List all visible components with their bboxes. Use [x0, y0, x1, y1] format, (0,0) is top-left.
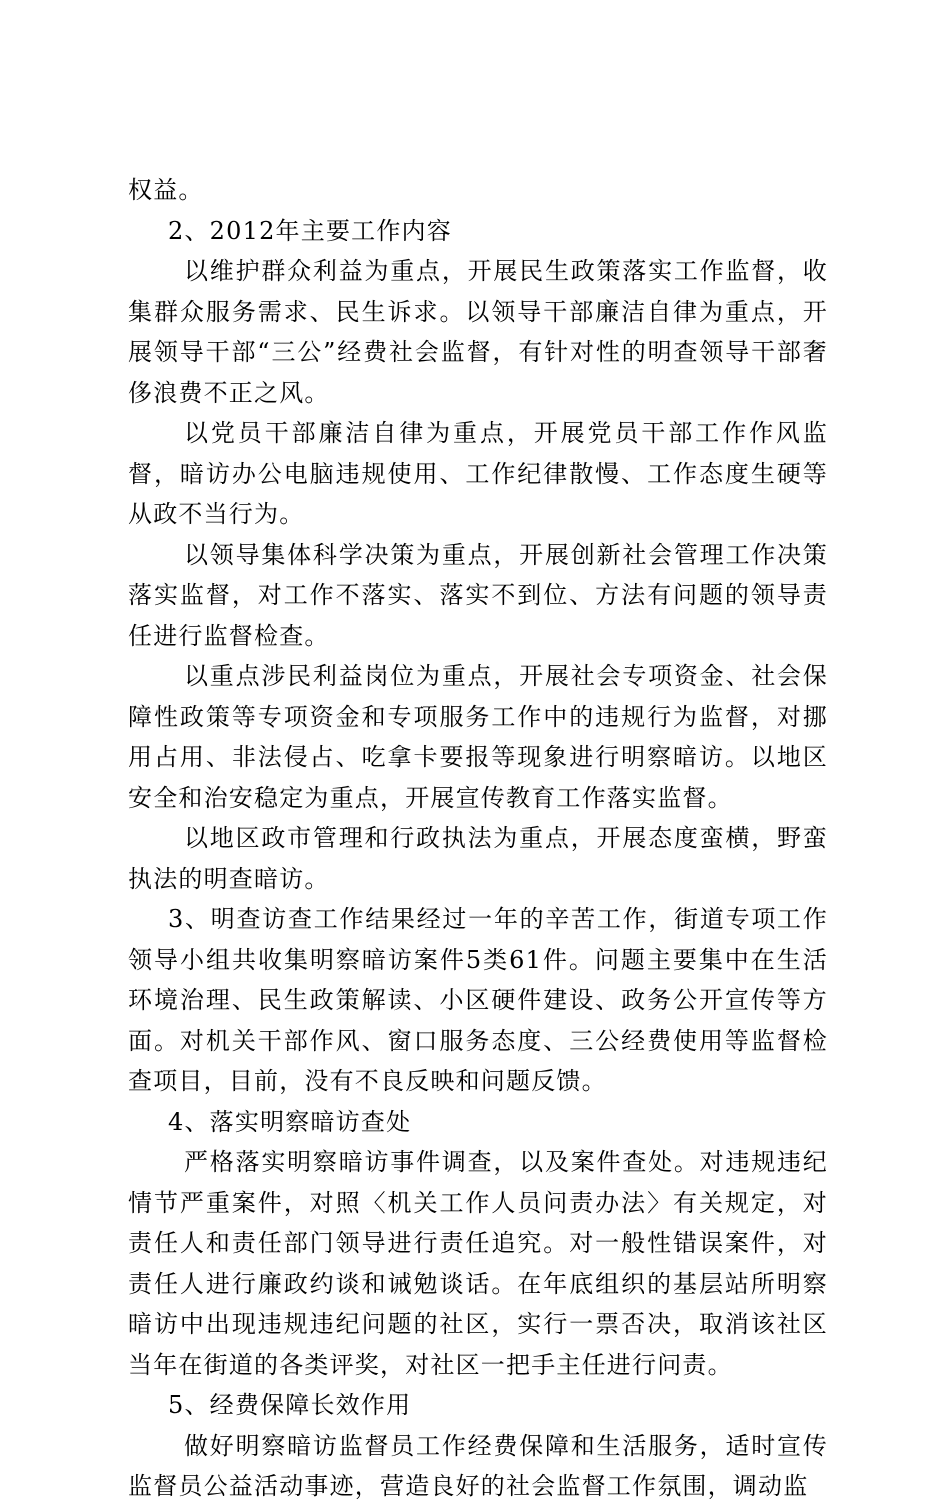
paragraph: 以地区政市管理和行政执法为重点，开展态度蛮横，野蛮执法的明查暗访。 — [128, 824, 828, 893]
section-heading-3: 3、明查访查工作结果经过一年的辛苦工作，街道专项工作领导小组共收集明察暗访案件5类61件。问题主要集中在生活环境治理、民生政策解读、小区硬件建设、政务公开宣传等方面。对机关干部作风、窗口服务态度、三公经费使用等监督检查项目，目前，没有不良反映和问题反馈。 — [128, 905, 828, 1095]
section-heading-4: 4、落实明察暗访查处 — [168, 1107, 412, 1136]
paragraph: 严格落实明察暗访事件调查，以及案件查处。对违规违纪情节严重案件，对照〈机关工作人员问责办法〉有关规定，对责任人和责任部门领导进行责任追究。对一般性错误案件，对责任人进行廉政约谈和诫勉谈话。在年底组织的基层站所明察暗访中出现违规违纪问题的社区，实行一票否决，取消该社区当年在街道的各类评奖，对社区一把手主任进行问责。 — [128, 1148, 828, 1379]
paragraph: 以党员干部廉洁自律为重点，开展党员干部工作作风监督，暗访办公电脑违规使用、工作纪律散慢、工作态度生硬等从政不当行为。 — [128, 419, 828, 528]
paragraph: 以维护群众利益为重点，开展民生政策落实工作监督，收集群众服务需求、民生诉求。以领导干部廉洁自律为重点，开展领导干部“三公”经费社会监督，有针对性的明查领导干部奢侈浪费不正之风。 — [128, 257, 828, 407]
section-heading-2: 2、2012年主要工作内容 — [168, 216, 452, 245]
paragraph: 做好明察暗访监督员工作经费保障和生活服务，适时宣传监督员公益活动事迹，营造良好的社会监督工作氛围，调动监 — [128, 1431, 828, 1500]
section-heading-5: 5、经费保障长效作用 — [168, 1391, 412, 1419]
paragraph: 以重点涉民利益岗位为重点，开展社会专项资金、社会保障性政策等专项资金和专项服务工作中的违规行为监督，对挪用占用、非法侵占、吃拿卡要报等现象进行明察暗访。以地区安全和治安稳定为重点，开展宣传教育工作落实监督。 — [128, 662, 828, 812]
paragraph: 以领导集体科学决策为重点，开展创新社会管理工作决策落实监督，对工作不落实、落实不到位、方法有问题的领导责任进行监督检查。 — [128, 540, 828, 650]
document-body — [128, 170, 828, 1507]
paragraph-continuation: 权益。 — [128, 176, 204, 204]
